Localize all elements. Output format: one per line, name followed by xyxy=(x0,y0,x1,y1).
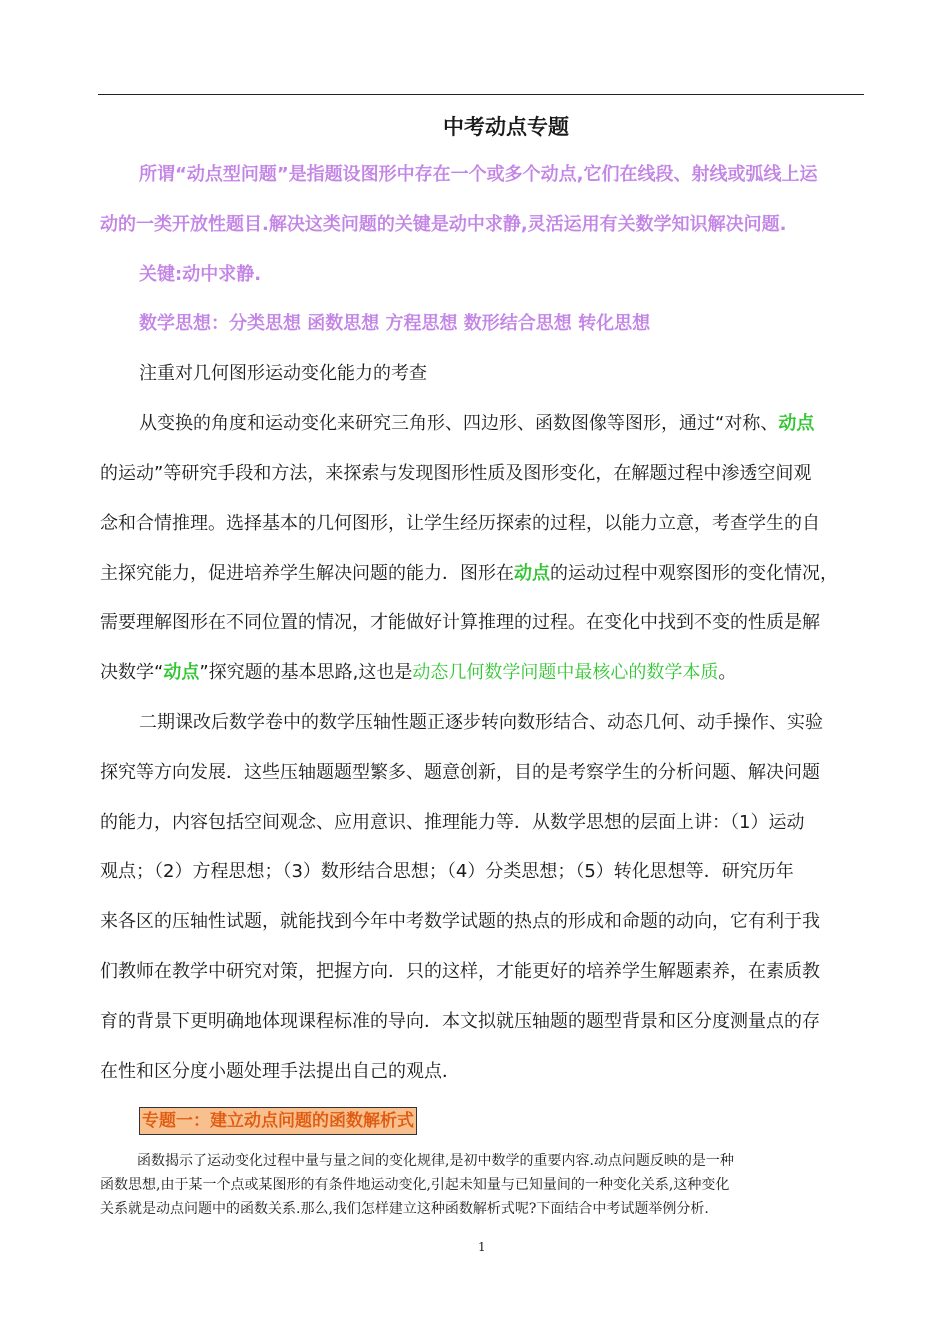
intro-thoughts: 数学思想：分类思想 函数思想 方程思想 数形结合思想 转化思想 xyxy=(139,313,651,334)
p1-line-4-c: 的运动过程中观察图形的变化情况， xyxy=(550,563,838,584)
p1-core-essence: 动态几何数学问题中最核心的数学本质 xyxy=(412,662,719,683)
p1-line-6-c: ”探究题的基本思路,这也是 xyxy=(199,662,413,683)
p2-line-1: 二期课改后数学卷中的数学压轴性题正逐步转向数形结合、动态几何、动手操作、实验 xyxy=(139,712,823,733)
intro-line-1: 所谓“动点型问题”是指题设图形中存在一个或多个动点,它们在线段、射线或弧线上运 xyxy=(139,164,818,185)
p1-moving-point-1: 动点 xyxy=(778,413,815,434)
p1-line-6-a: 决数学“ xyxy=(100,662,164,683)
intro-key: 关键:动中求静. xyxy=(139,264,262,285)
p2-line-4: 观点；（2）方程思想；（3）数形结合思想；（4）分类思想；（5）转化思想等．研究历年 xyxy=(100,861,794,882)
focus-line: 注重对几何图形运动变化能力的考查 xyxy=(139,363,427,384)
p1-line-3: 念和合情推理。选择基本的几何图形，让学生经历探索的过程，以能力立意，考查学生的自 xyxy=(100,513,820,534)
p1-line-4-a: 主探究能力，促进培养学生解决问题的能力．图形在 xyxy=(100,563,514,584)
p2-line-3: 的能力，内容包括空间观念、应用意识、推理能力等．从数学思想的层面上讲：（1）运动 xyxy=(100,812,805,833)
p1-moving-point-3: 动点 xyxy=(163,662,200,683)
p2-line-8: 在性和区分度小题处理手法提出自己的观点． xyxy=(100,1061,460,1082)
p3-line-3: 关系就是动点问题中的函数关系.那么,我们怎样建立这种函数解析式呢?下面结合中考试题举例分析. xyxy=(100,1201,709,1217)
page-title: 中考动点专题 xyxy=(443,115,569,139)
p1-line-5: 需要理解图形在不同位置的情况，才能做好计算推理的过程。在变化中找到不变的性质是解 xyxy=(100,612,820,633)
page-number: 1 xyxy=(478,1240,486,1254)
topic-1-heading: 专题一：建立动点问题的函数解析式 xyxy=(139,1107,417,1135)
p1-moving-point-2: 动点 xyxy=(514,563,550,584)
p2-line-7: 育的背景下更明确地体现课程标准的导向．本文拟就压轴题的题型背景和区分度测量点的存 xyxy=(100,1011,820,1032)
p1-line-6-e: 。 xyxy=(718,662,737,683)
p3-line-1: 函数揭示了运动变化过程中量与量之间的变化规律,是初中数学的重要内容.动点问题反映的是一种 xyxy=(137,1153,734,1169)
p1-line-4 xyxy=(100,562,866,586)
p1-line-1-text: 从变换的角度和运动变化来研究三角形、四边形、函数图像等图形，通过“对称、 xyxy=(139,413,779,434)
p2-line-6: 们教师在教学中研究对策，把握方向．只的这样，才能更好的培养学生解题素养，在素质教 xyxy=(100,961,820,982)
p2-line-2: 探究等方向发展．这些压轴题题型繁多、题意创新，目的是考察学生的分析问题、解决问题 xyxy=(100,762,820,783)
header-rule xyxy=(98,94,864,95)
intro-line-2: 动的一类开放性题目.解决这类问题的关键是动中求静,灵活运用有关数学知识解决问题. xyxy=(100,214,787,235)
p3-line-2: 函数思想,由于某一个点或某图形的有条件地运动变化,引起未知量与已知量间的一种变化关系,这种变化 xyxy=(100,1177,730,1193)
p1-line-1 xyxy=(139,412,866,436)
p1-line-6 xyxy=(100,661,866,685)
p2-line-5: 来各区的压轴性试题，就能找到今年中考数学试题的热点的形成和命题的动向，它有利于我 xyxy=(100,911,820,932)
p1-line-2: 的运动”等研究手段和方法，来探索与发现图形性质及图形变化，在解题过程中渗透空间观 xyxy=(100,463,812,484)
